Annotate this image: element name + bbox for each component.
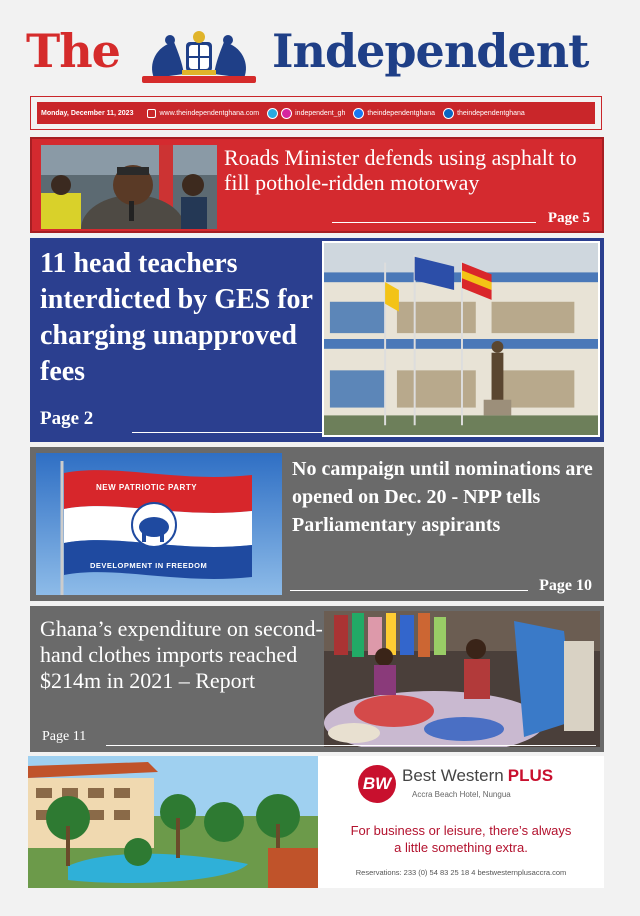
- website-text: www.theindependentghana.com: [159, 109, 260, 117]
- story-2-page-ref[interactable]: Page 2: [40, 408, 94, 429]
- globe-icon: [147, 109, 156, 118]
- best-western-brand: [402, 766, 553, 786]
- instagram-icon: [281, 108, 292, 119]
- masthead-title-the: The: [26, 24, 120, 78]
- linkedin-icon: [443, 108, 454, 119]
- best-western-logo: BW: [358, 765, 396, 803]
- brand-plus: PLUS: [507, 766, 554, 785]
- facebook-icon: [353, 108, 364, 119]
- masthead: [26, 22, 612, 92]
- story-3-headline: No campaign until nominations are opened on Dec. 20 - NPP tells Parliamentary aspirants: [292, 458, 593, 536]
- story-3-rule: [290, 590, 528, 591]
- story-npp-campaign[interactable]: [30, 447, 604, 601]
- story-roads-minister[interactable]: [30, 137, 604, 233]
- issue-date: Monday, December 11, 2023: [41, 109, 134, 117]
- linkedin-handle: theindependentghana: [457, 109, 525, 117]
- info-bar-inner: [37, 102, 595, 124]
- story-3-page-ref[interactable]: Page 10: [539, 577, 592, 594]
- npp-flag-photo: [36, 453, 282, 595]
- website-link[interactable]: [147, 109, 259, 118]
- ges-building-photo: [322, 241, 600, 437]
- flag-top-text: NEW PATRIOTIC PARTY: [96, 483, 198, 492]
- best-western-advert[interactable]: [28, 756, 604, 888]
- story-4-rule: [106, 745, 596, 746]
- linkedin-link[interactable]: [443, 108, 525, 119]
- story-1-rule: [332, 222, 536, 223]
- advert-tagline: [318, 822, 604, 856]
- story-4-headline: Ghana’s expenditure on second-hand clothes imports reached $214m in 2021 – Report: [40, 616, 323, 693]
- info-bar: [30, 96, 602, 130]
- story-head-teachers[interactable]: [30, 238, 604, 442]
- twitter-icon: [267, 108, 278, 119]
- reservations-text[interactable]: Reservations: 233 (0) 54 83 25 18 4 bestwesternplusaccra.com: [355, 868, 567, 877]
- twitter-instagram-link[interactable]: [267, 108, 345, 119]
- clothes-market-photo: [324, 611, 600, 747]
- story-1-headline: Roads Minister defends using asphalt to fill pothole-ridden motorway: [224, 145, 577, 195]
- facebook-link[interactable]: [353, 108, 435, 119]
- story-second-hand-clothes[interactable]: [30, 606, 604, 752]
- roads-minister-photo: [41, 145, 217, 229]
- masthead-title-independent: Independent: [272, 24, 589, 78]
- tagline-line-2: a little something extra.: [394, 840, 528, 855]
- brand-name: Best Western: [402, 766, 504, 785]
- hotel-location: Accra Beach Hotel, Nungua: [412, 790, 511, 799]
- hotel-pool-photo: [28, 756, 318, 888]
- facebook-handle: theindependentghana: [367, 109, 436, 117]
- story-2-rule: [132, 432, 322, 433]
- story-1-page-ref[interactable]: Page 5: [547, 210, 590, 226]
- story-2-headline: 11 head teachers interdicted by GES for charging unapproved fees: [40, 248, 313, 387]
- twitter-instagram-handle: independent_gh: [295, 109, 346, 117]
- tagline-line-1: For business or leisure, there’s always: [350, 823, 572, 838]
- coat-of-arms-icon: [134, 28, 264, 86]
- flag-bottom-text: DEVELOPMENT IN FREEDOM: [90, 561, 208, 570]
- story-4-page-ref[interactable]: Page 11: [42, 729, 87, 744]
